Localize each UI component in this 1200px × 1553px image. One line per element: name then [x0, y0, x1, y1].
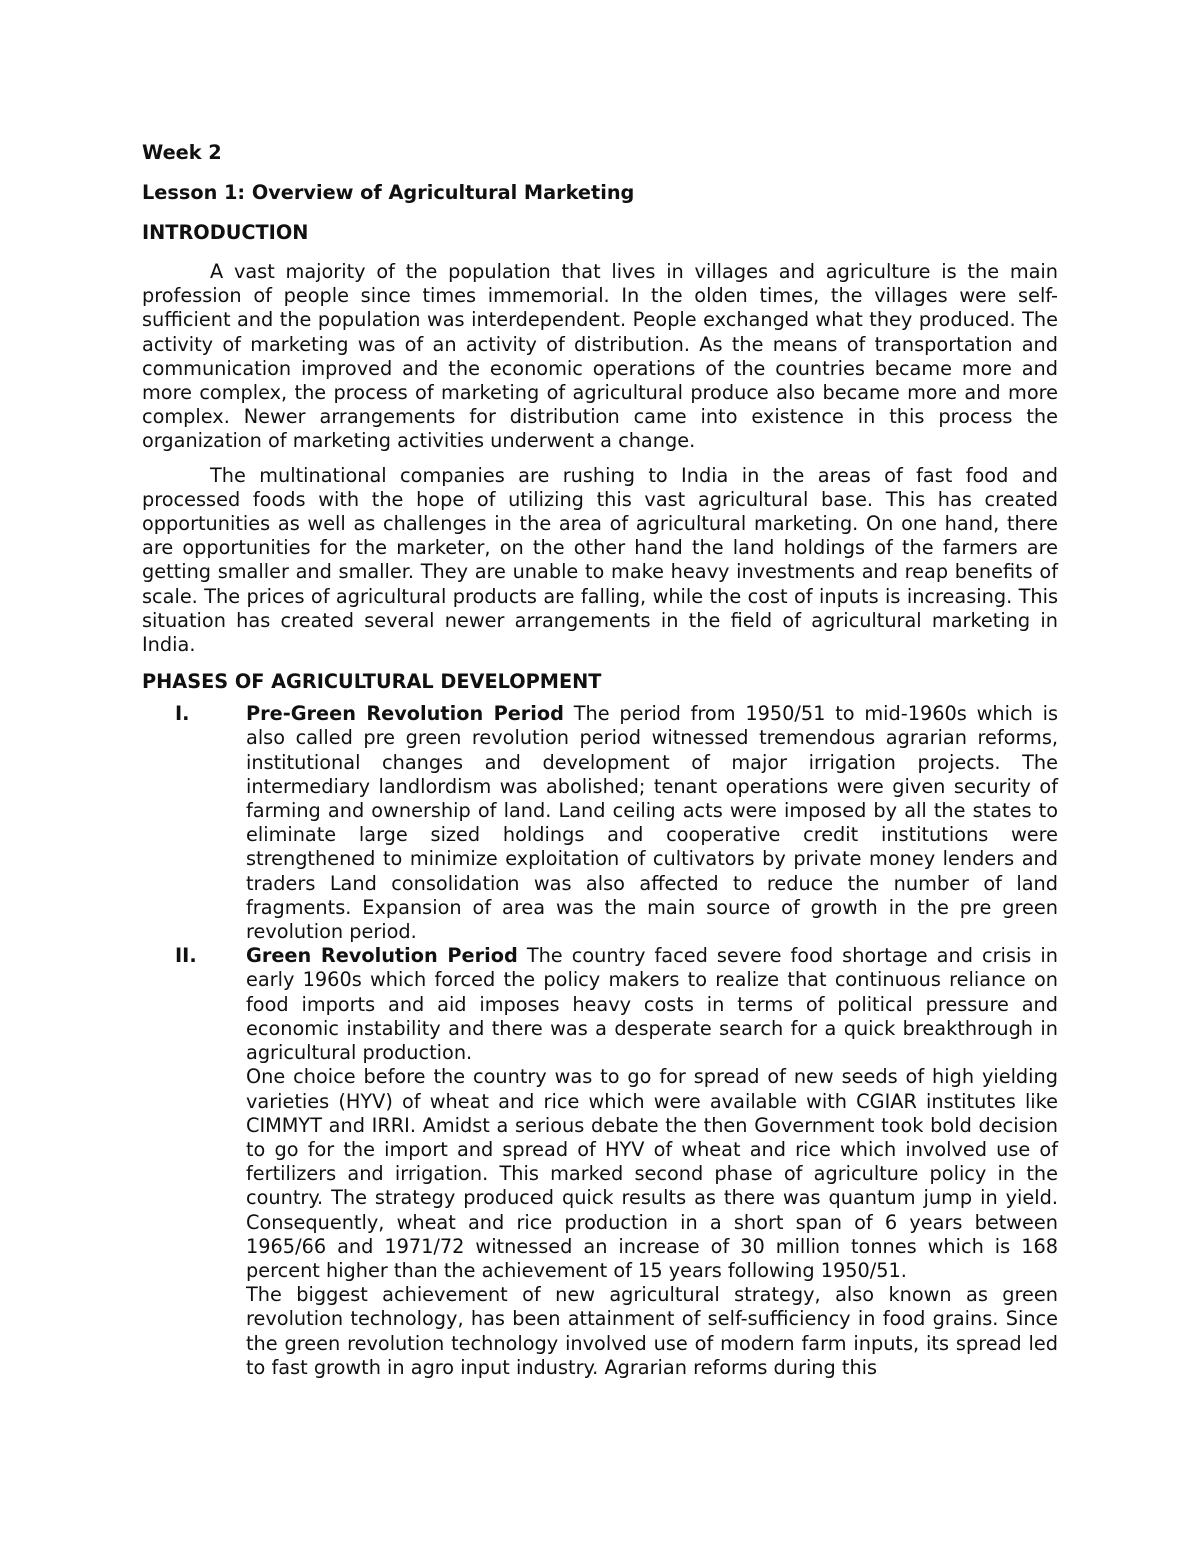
phase-title: Green Revolution Period: [246, 944, 518, 968]
phase-numeral: II.: [175, 944, 197, 968]
phase-paragraph: The biggest achievement of new agricultural strategy, also known as green revolution technology, has been attainment of self-sufficiency in food grains. Since the green revolution technology involved use of modern farm inputs, its spread led to fast growth in agro input industry. Agrarian reforms during this: [246, 1283, 1058, 1379]
introduction-heading: INTRODUCTION: [142, 221, 309, 244]
phase-numeral: I.: [175, 702, 190, 726]
intro-paragraph: A vast majority of the population that lives in villages and agriculture is the main profession of people since times immemorial. In the olden times, the villages were self-sufficient and the population was interdependent. People exchanged what they produced. The activity of marketing was of an activity of distribution. As the means of transportation and communication improved and the economic operations of the countries became more and more complex, the process of marketing of agricultural produce also became more and more complex. Newer arrangements for distribution came into existence in this process the organization of marketing activities underwent a change.: [142, 260, 1058, 453]
phase-paragraph: One choice before the country was to go for spread of new seeds of high yielding varieties (HYV) of wheat and rice which were available with CGIAR institutes like CIMMYT and IRRI. Amidst a serious debate the then Government took bold decision to go for the import and spread of HYV of wheat and rice which involved use of fertilizers and irrigation. This marked second phase of agriculture policy in the country. The strategy produced quick results as there was quantum jump in yield. Consequently, wheat and rice production in a short span of 6 years between 1965/66 and 1971/72 witnessed an increase of 30 million tonnes which is 168 percent higher than the achievement of 15 years following 1950/51.: [246, 1065, 1058, 1282]
phase-text: The country faced severe food shortage and crisis in early 1960s which forced the policy makers to realize that continuous reliance on food imports and aid imposes heavy costs in terms of political pressure and economic instability and there was a desperate search for a quick breakthrough in agricultural production.: [246, 944, 1058, 1065]
phases-list: [142, 702, 1058, 1380]
intro-paragraph: The multinational companies are rushing to India in the areas of fast food and processed foods with the hope of utilizing this vast agricultural base. This has created opportunities as well as challenges in the area of agricultural marketing. On one hand, there are opportunities for the marketer, on the other hand the land holdings of the farmers are getting smaller and smaller. They are unable to make heavy investments and reap benefits of scale. The prices of agricultural products are falling, while the cost of inputs is increasing. This situation has created several newer arrangements in the field of agricultural marketing in India.: [142, 463, 1058, 657]
week-label: Week 2: [142, 141, 222, 164]
phase-paragraph: [246, 702, 1058, 944]
phases-heading: PHASES OF AGRICULTURAL DEVELOPMENT: [142, 670, 602, 694]
phase-item: [142, 944, 1058, 1380]
phase-title: Pre-Green Revolution Period: [246, 702, 564, 726]
lesson-title: Lesson 1: Overview of Agricultural Marketing: [142, 181, 635, 204]
phase-paragraph: [246, 944, 1058, 1065]
document-page: [142, 140, 1058, 1380]
phase-text: The period from 1950/51 to mid-1960s which is also called pre green revolution period witnessed tremendous agrarian reforms, institutional changes and development of major irrigation projects. The intermediary landlordism was abolished; tenant operations were given security of farming and ownership of land. Land ceiling acts were imposed by all the states to eliminate large sized holdings and cooperative credit institutions were strengthened to minimize exploitation of cultivators by private money lenders and traders Land consolidation was also affected to reduce the number of land fragments. Expansion of area was the main source of growth in the pre green revolution period.: [246, 702, 1058, 944]
phase-item: [142, 702, 1058, 944]
